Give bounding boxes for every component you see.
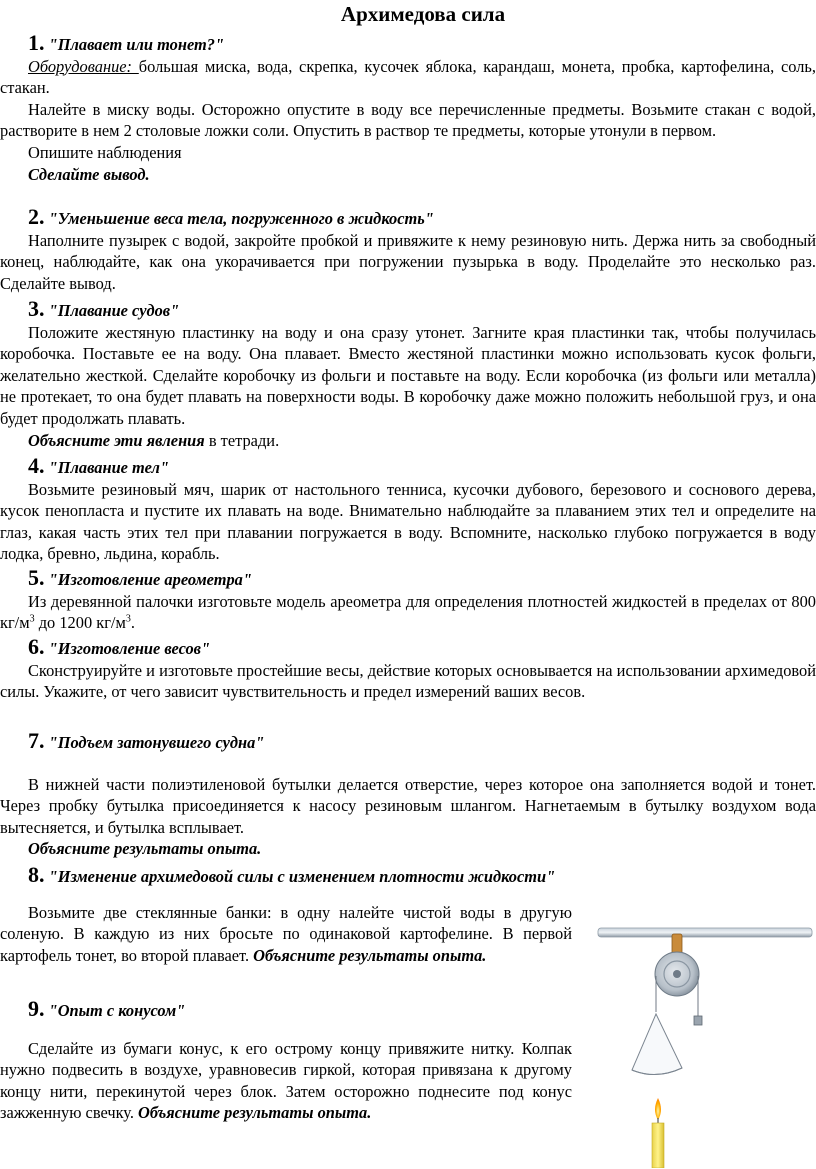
section-1-conclusion: Сделайте вывод.: [28, 164, 150, 184]
weight: [694, 1016, 702, 1025]
section-9-text: Сделайте из бумаги конус, к его острому концу привяжите нитку. Колпак нужно подвесить в воздухе, уравновесив гиркой, которая привязана к другому концу нити, перекинутой через блок. Затем осторожно поднесите под конус зажженную свечку. Объясните результаты опыта.: [0, 1038, 572, 1123]
section-4-heading: 4. "Плавание тел": [28, 453, 169, 478]
section-4-text: Возьмите резиновый мяч, шарик от настольного тенниса, кусочки дубового, березового и соснового дерева, кусок пенопласта и пустите их плавать на воде. Внимательно наблюдайте за плаванием этих тел и определите на глаз, какая часть этих тел при плавании погружается в воду. Вспомните, насколько глубоко погружается в воду лодка, бревно, льдина, корабль.: [0, 479, 816, 564]
section-8-heading: 8. "Изменение архимедовой силы с изменением плотности жидкости": [28, 862, 556, 887]
section-9-heading: 9. "Опыт с конусом": [28, 996, 186, 1021]
section-1-heading: 1. "Плавает или тонет?": [28, 30, 225, 55]
section-6-text: Сконструируйте и изготовьте простейшие весы, действие которых основывается на использовании архимедовой силы. Укажите, от чего зависит чувствительность и предел измерений ваших весов.: [0, 660, 816, 702]
section-4: [0, 455, 816, 565]
section-5-heading: 5. "Изготовление ареометра": [28, 565, 252, 590]
section-7-heading: 7. "Подъем затонувшего судна": [28, 728, 265, 753]
section-6-heading: 6. "Изготовление весов": [28, 634, 211, 659]
candle: [652, 1098, 664, 1168]
section-5-text: Из деревянной палочки изготовьте модель ареометра для определения плотностей жидкостей в пределах от 800 $кг/м^3$ до 1200 $кг/м^3$.: [0, 591, 816, 633]
section-7-explain: Объясните результаты опыта.: [28, 839, 262, 859]
section-3-explain: Объясните эти явления в тетради.: [28, 430, 280, 450]
paper-cone: [632, 1014, 682, 1075]
section-7: [0, 730, 816, 860]
rod: [598, 928, 812, 937]
section-1-equipment: Оборудование: большая миска, вода, скрепка, кусочек яблока, карандаш, монета, пробка, картофелина, соль, стакан.: [0, 56, 816, 98]
section-5: [0, 567, 816, 634]
section-6: [0, 636, 816, 703]
section-1-observation: Опишите наблюдения: [28, 142, 182, 162]
section-1: [0, 32, 816, 185]
section-8-text: Возьмите две стеклянные банки: в одну налейте чистой воды в другую соленую. В каждую из них бросьте по одинаковой картофелине. В первой картофель тонет, во второй плавает. Объясните результаты опыта.: [0, 902, 572, 965]
page-title: Архимедова сила: [340, 2, 506, 26]
pulley-cone-candle-illustration: [590, 918, 816, 1168]
section-3: [0, 298, 816, 451]
section-3-text: Положите жестяную пластинку на воду и она сразу утонет. Загните края пластинки так, чтобы получилась коробочка. Поставьте ее на воду. Она плавает. Вместо жестяной пластинки можно использовать кусок фольги, желательно жесткой. Сделайте коробочку из фольги и поставьте на воду. Если коробочка (из фольги или металла) не протекает, то она будет плавать на поверхности воды. В коробочку даже можно положить небольшой груз, и она будет продолжать плавать.: [0, 322, 816, 428]
pulley: [655, 934, 699, 996]
section-7-text: В нижней части полиэтиленовой бутылки делается отверстие, через которое она заполняется водой и тонет. Через пробку бутылка присоединяется к насосу резиновым шлангом. Нагнетаемым в бутылку воздухом вода вытесняется, и бутылка всплывает.: [0, 774, 816, 837]
section-3-heading: 3. "Плавание судов": [28, 296, 180, 321]
section-2-heading: 2. "Уменьшение веса тела, погруженного в жидкость": [28, 204, 434, 229]
section-2: [0, 206, 816, 294]
section-1-text: Налейте в миску воды. Осторожно опустите в воду все перечисленные предметы. Возьмите стакан с водой, растворите в нем 2 столовые ложки соли. Опустить в раствор те предметы, которые утонули в первом.: [0, 99, 816, 141]
section-2-text: Наполните пузырек с водой, закройте пробкой и привяжите к нему резиновую нить. Держа нить за свободный конец, наблюдайте, как она укорачивается при погружении пузырька в воду. Проделайте это несколько раз. Сделайте вывод.: [0, 230, 816, 293]
